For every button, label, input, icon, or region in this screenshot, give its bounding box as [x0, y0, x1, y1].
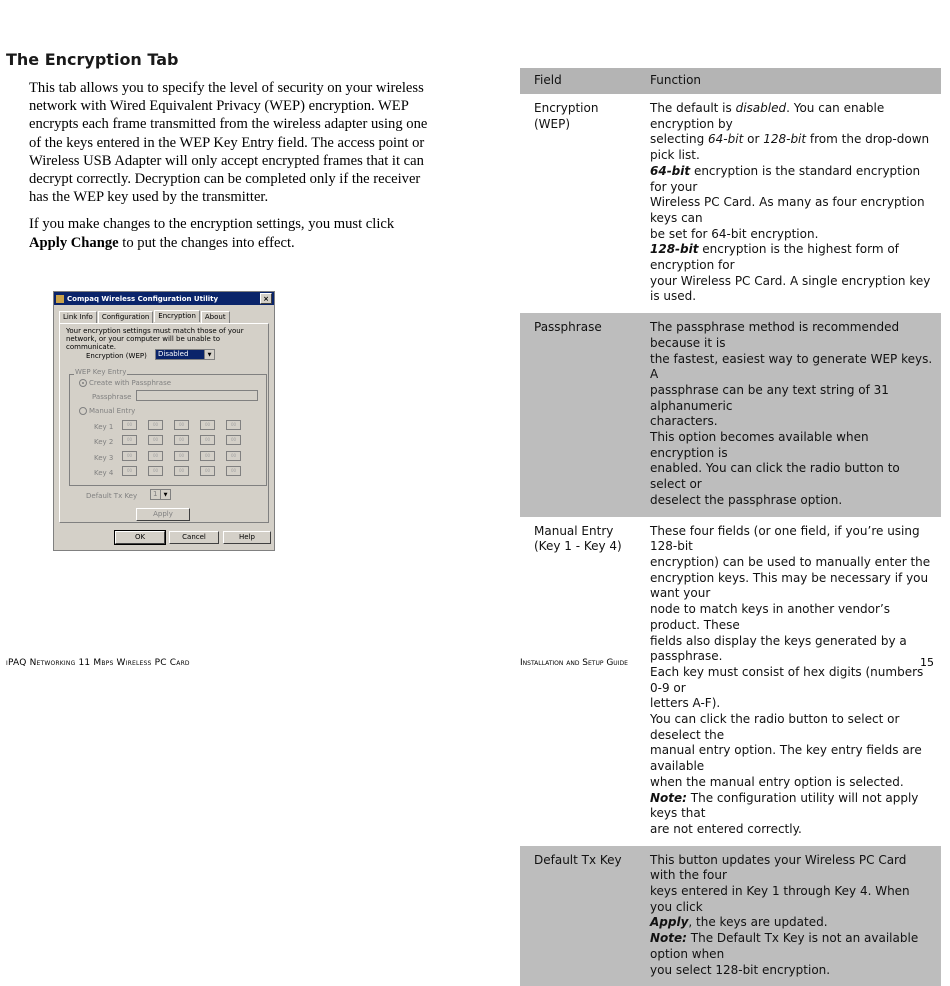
passphrase-label: Passphrase — [92, 393, 132, 401]
key-2-label: Key 2 — [94, 438, 114, 446]
function-line: deselect the passphrase option. — [650, 492, 843, 507]
function-cell — [650, 846, 941, 986]
cancel-button[interactable]: Cancel — [169, 531, 219, 544]
app-icon — [56, 295, 64, 303]
config-utility-dialog — [53, 291, 275, 551]
function-line: Note: The configuration utility will not apply keys that — [650, 790, 919, 821]
default-tx-key-select[interactable] — [150, 489, 171, 500]
key-2-byte-3-input[interactable]: 00 — [174, 435, 189, 445]
encryption-label: Encryption (WEP) — [86, 352, 147, 360]
intro-paragraph: This tab allows you to specify the level of security on your wireless network with Wired Equivalent Privacy (WEP) encryption. WEP encrypts each frame transmitted from the wireless adapter using one of the keys entered in the WEP Key Entry field. The access point or Wireless USB Adapter will only accept encrypted frames that it can decrypt correctly. Decryption can be completed only if the receiver has the WEP key used by the transmitter. — [29, 80, 428, 206]
function-column-header: Function — [650, 68, 941, 94]
field-cell — [520, 846, 650, 986]
field-function-table — [520, 68, 941, 986]
function-line: when the manual entry option is selected. — [650, 774, 904, 789]
function-cell — [650, 94, 941, 313]
function-line: Note: The Default Tx Key is not an available option when — [650, 931, 919, 961]
function-cell — [650, 517, 941, 846]
manual-entry-radio[interactable]: Manual Entry — [79, 407, 135, 415]
function-line: Wireless PC Card. As many as four encryption keys can — [650, 195, 925, 225]
passphrase-input[interactable] — [136, 390, 258, 401]
wep-key-entry-legend: WEP Key Entry — [75, 368, 127, 376]
key-4-byte-2-input[interactable]: 00 — [148, 466, 163, 476]
field-name: Passphrase — [534, 320, 602, 335]
apply-paragraph: If you make changes to the encryption settings, you must click Apply Change to put the changes into effect. — [29, 216, 395, 251]
function-line: fields also display the keys generated by a passphrase. — [650, 633, 907, 664]
field-column-header: Field — [520, 68, 650, 94]
function-line: are not entered correctly. — [650, 821, 802, 836]
function-line: The default is disabled. You can enable encryption by — [650, 101, 885, 131]
ok-button[interactable]: OK — [115, 531, 165, 544]
function-line: You can click the radio button to select or deselect the — [650, 712, 900, 742]
key-4-byte-4-input[interactable]: 00 — [200, 466, 215, 476]
field-name: Default Tx Key — [534, 852, 622, 867]
key-1-byte-2-input[interactable]: 00 — [148, 420, 163, 430]
section-heading: The Encryption Tab — [6, 50, 179, 69]
function-line: The passphrase method is recommended because it is — [650, 320, 900, 350]
key-1-byte-5-input[interactable]: 00 — [226, 420, 241, 430]
function-line: encryption keys. This may be necessary if you want your — [650, 570, 929, 601]
tab-link-info[interactable]: Link Info — [59, 311, 97, 323]
function-line: characters. — [650, 414, 718, 429]
function-line: Apply, the keys are updated. — [650, 915, 828, 930]
radio-icon — [79, 407, 87, 415]
function-line: be set for 64-bit encryption. — [650, 226, 819, 241]
key-3-label: Key 3 — [94, 454, 114, 462]
key-3-byte-4-input[interactable]: 00 — [200, 451, 215, 461]
key-3-byte-2-input[interactable]: 00 — [148, 451, 163, 461]
chevron-down-icon[interactable]: ▼ — [160, 490, 170, 499]
page-number: 15 — [920, 656, 934, 669]
footer-product-name: iPAQ Networking 11 Mbps Wireless PC Card — [6, 658, 190, 668]
key-2-byte-5-input[interactable]: 00 — [226, 435, 241, 445]
function-line: These four fields (or one field, if you’re using 128-bit — [650, 523, 920, 554]
default-tx-key-value: 1 — [153, 490, 158, 498]
field-cell — [520, 517, 650, 846]
close-icon[interactable]: × — [260, 293, 272, 304]
table-header-row — [520, 68, 941, 94]
function-line: 64-bit encryption is the standard encryption for your — [650, 163, 921, 194]
key-1-byte-1-input[interactable]: 00 — [122, 420, 137, 430]
apply-button[interactable]: Apply — [136, 508, 190, 521]
encryption-select[interactable] — [155, 349, 215, 360]
key-3-byte-3-input[interactable]: 00 — [174, 451, 189, 461]
function-line: This option becomes available when encryption is — [650, 430, 869, 460]
key-1-byte-3-input[interactable]: 00 — [174, 420, 189, 430]
dialog-tabs — [59, 311, 231, 323]
table-row — [520, 94, 941, 313]
function-line: This button updates your Wireless PC Card with the four — [650, 852, 907, 883]
table-row — [520, 313, 941, 516]
help-button[interactable]: Help — [223, 531, 271, 544]
key-3-byte-5-input[interactable]: 00 — [226, 451, 241, 461]
table-row — [520, 517, 941, 846]
encryption-select-value: Disabled — [156, 350, 204, 359]
field-name: Encryption (WEP) — [534, 101, 599, 131]
function-line: your Wireless PC Card. A single encryption key is used. — [650, 273, 931, 304]
key-4-label: Key 4 — [94, 469, 114, 477]
key-1-byte-4-input[interactable]: 00 — [200, 420, 215, 430]
function-line: Each key must consist of hex digits (numbers 0-9 or — [650, 664, 924, 695]
key-2-byte-4-input[interactable]: 00 — [200, 435, 215, 445]
function-line: manual entry option. The key entry fields are available — [650, 743, 922, 774]
chevron-down-icon[interactable]: ▼ — [204, 350, 214, 359]
function-line: letters A-F). — [650, 696, 721, 711]
function-line: passphrase can be any text string of 31 alphanumeric — [650, 382, 889, 413]
function-cell — [650, 313, 941, 516]
key-4-byte-5-input[interactable]: 00 — [226, 466, 241, 476]
field-cell — [520, 313, 650, 516]
encryption-notice: Your encryption settings must match those of your network, or your computer will be unable to communicate. — [66, 327, 244, 351]
field-cell — [520, 94, 650, 313]
key-3-byte-1-input[interactable]: 00 — [122, 451, 137, 461]
function-line: keys entered in Key 1 through Key 4. When you click — [650, 884, 910, 914]
key-4-byte-1-input[interactable]: 00 — [122, 466, 137, 476]
function-line: enabled. You can click the radio button to select or — [650, 461, 900, 492]
body-text — [29, 79, 429, 261]
dialog-title: Compaq Wireless Configuration Utility — [67, 294, 219, 303]
key-2-byte-2-input[interactable]: 00 — [148, 435, 163, 445]
function-line: 128-bit encryption is the highest form of encryption for — [650, 242, 899, 273]
tab-about[interactable]: About — [201, 311, 230, 323]
key-4-byte-3-input[interactable]: 00 — [174, 466, 189, 476]
dialog-title-bar — [54, 292, 274, 305]
tab-encryption[interactable]: Encryption — [154, 310, 200, 322]
function-line: selecting 64-bit or 128-bit from the drop-down pick list. — [650, 132, 930, 163]
radio-selected-icon — [79, 379, 87, 387]
field-name: Manual Entry (Key 1 - Key 4) — [534, 523, 622, 554]
apply-change-emphasis: Apply Change — [29, 234, 119, 251]
function-line: encryption) can be used to manually enter the — [650, 554, 931, 569]
table-row — [520, 846, 941, 986]
function-line: the fastest, easiest way to generate WEP keys. A — [650, 351, 933, 382]
key-2-byte-1-input[interactable]: 00 — [122, 435, 137, 445]
footer-guide-title: Installation and Setup Guide — [520, 658, 628, 668]
function-line: node to match keys in another vendor’s product. These — [650, 602, 891, 632]
tab-configuration[interactable]: Configuration — [98, 311, 153, 323]
default-tx-key-label: Default Tx Key — [86, 492, 138, 500]
create-passphrase-radio[interactable]: Create with Passphrase — [79, 379, 171, 387]
function-line: you select 128-bit encryption. — [650, 962, 831, 977]
key-1-label: Key 1 — [94, 423, 114, 431]
